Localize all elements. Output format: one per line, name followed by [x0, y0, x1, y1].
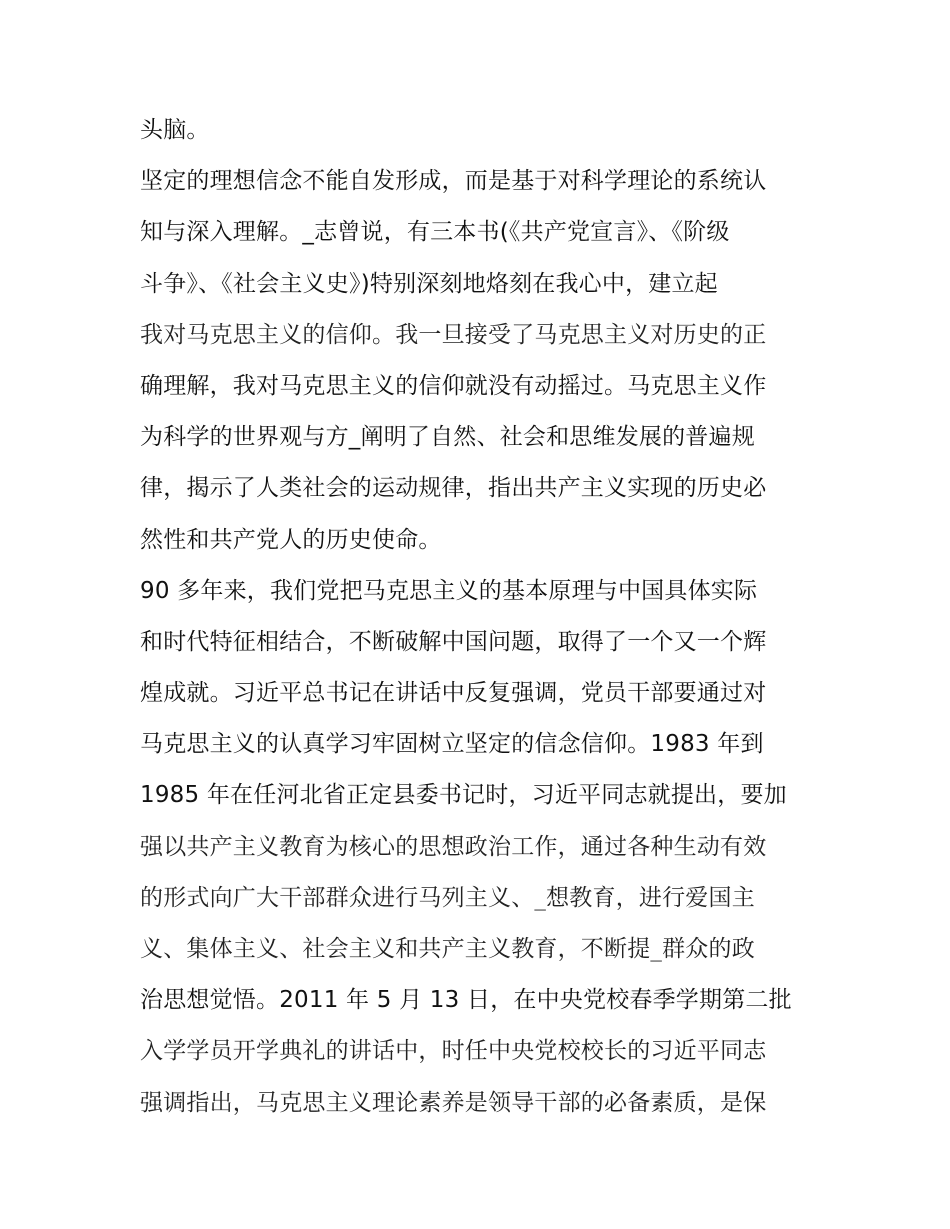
text-line: 和时代特征相结合，不断破解中国问题，取得了一个又一个辉 [140, 628, 767, 655]
text-line: 确理解，我对马克思主义的信仰就没有动摇过。马克思主义作 [140, 372, 767, 399]
text-line: 治思想觉悟。2011 年 5 月 13 日，在中央党校春季学期第二批 [140, 987, 792, 1014]
text-line: 为科学的世界观与方_阐明了自然、社会和思维发展的普遍规 [140, 424, 755, 451]
text-line: 律，揭示了人类社会的运动规律，指出共产主义实现的历史必 [140, 475, 767, 502]
text-line: 的形式向广大干部群众进行马列主义、_想教育，进行爱国主 [140, 884, 755, 911]
text-line: 90 多年来，我们党把马克思主义的基本原理与中国具体实际 [140, 577, 758, 604]
text-line: 然性和共产党人的历史使命。 [140, 526, 442, 553]
text-line: 入学学员开学典礼的讲话中，时任中央党校校长的习近平同志 [140, 1038, 767, 1065]
text-line: 义、集体主义、社会主义和共产主义教育，不断提_群众的政 [140, 936, 755, 962]
body-text [140, 105, 820, 1129]
text-line: 马克思主义的认真学习牢固树立坚定的信念信仰。1983 年到 [140, 731, 764, 758]
text-line: 我对马克思主义的信仰。我一旦接受了马克思主义对历史的正 [140, 321, 767, 348]
text-line: 强调指出，马克思主义理论素养是领导干部的必备素质，是保 [140, 1089, 767, 1116]
text-line: 坚定的理想信念不能自发形成，而是基于对科学理论的系统认 [140, 168, 767, 195]
text-line: 1985 年在任河北省正定县委书记时，习近平同志就提出，要加 [140, 782, 787, 809]
text-line: 强以共产主义教育为核心的思想政治工作，通过各种生动有效 [140, 833, 767, 860]
text-line: 头脑。 [140, 117, 210, 143]
text-line: 知与深入理解。_志曾说，有三本书(《共产党宣言》、《阶级 [140, 219, 730, 246]
text-line: 煌成就。习近平总书记在讲话中反复强调，党员干部要通过对 [140, 680, 767, 707]
text-line: 斗争》、《社会主义史》)特别深刻地烙刻在我心中，建立起 [140, 270, 718, 297]
